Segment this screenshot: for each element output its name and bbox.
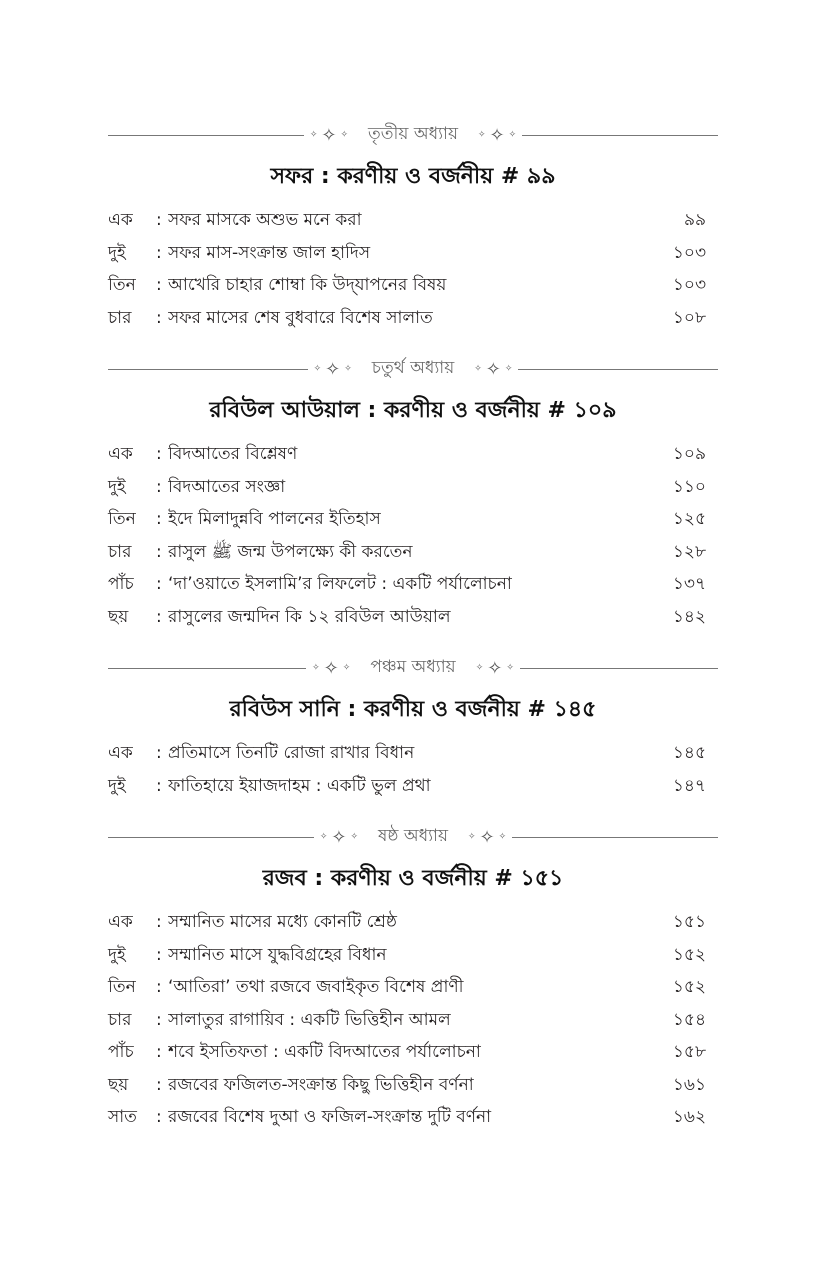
entry-page: ১৪৭ bbox=[672, 775, 706, 796]
entry-title: শবে ইসতিফতা : একটি বিদআতের পর্যালোচনা bbox=[168, 1042, 481, 1062]
toc-entry[interactable] bbox=[108, 906, 718, 939]
ornament-right-icon: ✧ ✧ ✧ bbox=[475, 657, 514, 679]
ornament-left-icon: ✧ ✧ ✧ bbox=[313, 358, 352, 380]
entry-title: সালাতুর রাগায়িব : একটি ভিত্তিহীন আমল bbox=[168, 1009, 451, 1030]
chapter-label: ষষ্ঠ অধ্যায় bbox=[378, 826, 448, 846]
toc-entry[interactable] bbox=[108, 536, 718, 569]
entry-colon: : bbox=[156, 541, 162, 562]
entry-colon: : bbox=[156, 775, 162, 796]
entry-title: রজবের ফজিলত-সংক্রান্ত কিছু ভিত্তিহীন বর্ণনা bbox=[168, 1074, 474, 1095]
entry-colon: : bbox=[156, 1042, 162, 1062]
divider-line-left bbox=[108, 369, 308, 370]
divider-line-left bbox=[108, 668, 306, 669]
toc-entry[interactable] bbox=[108, 971, 718, 1004]
toc-entry[interactable] bbox=[108, 770, 718, 803]
divider-line-left bbox=[108, 837, 314, 838]
toc-entry[interactable] bbox=[108, 1004, 718, 1037]
entry-number: দুই bbox=[108, 242, 126, 263]
chapter-heading: রজব : করণীয় ও বর্জনীয় # ১৫১ bbox=[262, 866, 564, 891]
ornament-left-icon: ✧ ✧ ✧ bbox=[312, 657, 351, 679]
ornament-right-icon: ✧ ✧ ✧ bbox=[468, 826, 507, 848]
entry-number: পাঁচ bbox=[108, 574, 134, 594]
divider-line-right bbox=[520, 668, 718, 669]
entry-colon: : bbox=[156, 444, 162, 464]
entry-number: দুই bbox=[108, 944, 126, 965]
entry-colon: : bbox=[156, 509, 162, 529]
entry-title: রাসুল ﷺ জন্ম উপলক্ষ্যে কী করতেন bbox=[168, 541, 413, 562]
entry-title: ‘দা’ওয়াতে ইসলামি’র লিফলেট : একটি পর্যালোচনা bbox=[168, 574, 512, 594]
entry-number: চার bbox=[108, 307, 132, 328]
entry-page: ১৬১ bbox=[672, 1074, 706, 1095]
entry-page: ১০৩ bbox=[672, 242, 706, 263]
entry-number: ছয় bbox=[108, 606, 129, 627]
entry-title: ইদে মিলাদুন্নবি পালনের ইতিহাস bbox=[168, 509, 381, 529]
entry-number: এক bbox=[108, 912, 133, 932]
ornament-left-icon: ✧ ✧ ✧ bbox=[319, 826, 359, 848]
entry-number: পাঁচ bbox=[108, 1042, 134, 1062]
entry-page: ১০৯ bbox=[672, 444, 706, 464]
entry-title: রজবের বিশেষ দুআ ও ফজিল-সংক্রান্ত দুটি বর্ণনা bbox=[168, 1107, 492, 1127]
entry-colon: : bbox=[156, 912, 162, 932]
divider-line-left bbox=[108, 135, 304, 136]
toc-entry[interactable] bbox=[108, 471, 718, 504]
entry-number: তিন bbox=[108, 509, 136, 529]
entry-number: চার bbox=[108, 1009, 132, 1030]
chapter-section bbox=[108, 352, 718, 633]
entry-page: ১২৮ bbox=[672, 541, 706, 562]
entry-colon: : bbox=[156, 210, 162, 230]
table-of-contents bbox=[108, 118, 718, 1134]
toc-entry[interactable] bbox=[108, 438, 718, 471]
entry-title: বিদআতের সংজ্ঞা bbox=[168, 476, 286, 497]
divider-line-right bbox=[518, 369, 718, 370]
chapter-divider bbox=[108, 352, 718, 386]
entry-number: তিন bbox=[108, 275, 136, 295]
entry-colon: : bbox=[156, 242, 162, 263]
entry-title: সম্মানিত মাসে যুদ্ধবিগ্রহের বিধান bbox=[168, 944, 387, 965]
toc-entry[interactable] bbox=[108, 939, 718, 972]
entry-title: ফাতিহায়ে ইয়াজদাহম : একটি ভুল প্রথা bbox=[168, 775, 431, 796]
chapter-section bbox=[108, 820, 718, 1134]
toc-entry[interactable] bbox=[108, 302, 718, 335]
entry-page: ১৪২ bbox=[672, 606, 706, 627]
entry-colon: : bbox=[156, 944, 162, 965]
ornament-left-icon: ✧ ✧ ✧ bbox=[309, 124, 349, 146]
toc-entry[interactable] bbox=[108, 737, 718, 770]
entry-colon: : bbox=[156, 275, 162, 295]
entry-page: ১৫৪ bbox=[672, 1009, 706, 1030]
chapter-section bbox=[108, 651, 718, 802]
toc-entry[interactable] bbox=[108, 568, 718, 601]
entry-page: ১৫৮ bbox=[672, 1042, 706, 1062]
entry-colon: : bbox=[156, 606, 162, 627]
ornament-right-icon: ✧ ✧ ✧ bbox=[474, 358, 513, 380]
toc-entry[interactable] bbox=[108, 204, 718, 237]
entry-colon: : bbox=[156, 574, 162, 594]
toc-entry[interactable] bbox=[108, 237, 718, 270]
entry-number: দুই bbox=[108, 476, 126, 497]
ornament-right-icon: ✧ ✧ ✧ bbox=[477, 124, 517, 146]
entry-number: তিন bbox=[108, 977, 136, 997]
entry-page: ১২৫ bbox=[672, 509, 706, 529]
toc-entry[interactable] bbox=[108, 1069, 718, 1102]
chapter-heading: সফর : করণীয় ও বর্জনীয় # ৯৯ bbox=[270, 164, 556, 189]
chapter-heading: রবিউস সানি : করণীয় ও বর্জনীয় # ১৪৫ bbox=[229, 697, 597, 722]
entry-colon: : bbox=[156, 977, 162, 997]
toc-entry[interactable] bbox=[108, 1036, 718, 1069]
chapter-label: চতুর্থ অধ্যায় bbox=[371, 358, 455, 378]
entry-page: ১৩৭ bbox=[672, 574, 706, 594]
entry-number: এক bbox=[108, 444, 133, 464]
chapter-divider bbox=[108, 651, 718, 685]
entry-page: ১০৮ bbox=[672, 307, 706, 328]
entry-page: ১৫২ bbox=[672, 944, 706, 965]
entry-number: দুই bbox=[108, 775, 126, 796]
toc-entry[interactable] bbox=[108, 269, 718, 302]
entry-colon: : bbox=[156, 476, 162, 497]
divider-line-right bbox=[512, 837, 718, 838]
entry-title: সফর মাস-সংক্রান্ত জাল হাদিস bbox=[168, 242, 371, 263]
entry-title: আখেরি চাহার শোম্বা কি উদ্‌যাপনের বিষয় bbox=[168, 275, 447, 295]
entry-title: ‘আতিরা’ তথা রজবে জবাইকৃত বিশেষ প্রাণী bbox=[168, 977, 464, 997]
toc-entry[interactable] bbox=[108, 503, 718, 536]
entry-number: চার bbox=[108, 541, 132, 562]
entry-number: এক bbox=[108, 743, 133, 763]
entry-page: ১৪৫ bbox=[672, 743, 706, 763]
entry-number: ছয় bbox=[108, 1074, 129, 1095]
entry-page: ১১০ bbox=[672, 476, 706, 497]
divider-line-right bbox=[522, 135, 718, 136]
entry-page: ১৬২ bbox=[672, 1107, 706, 1127]
toc-entry[interactable] bbox=[108, 601, 718, 634]
entry-number: সাত bbox=[108, 1107, 137, 1127]
entry-title: সম্মানিত মাসের মধ্যে কোনটি শ্রেষ্ঠ bbox=[168, 912, 397, 932]
entry-title: রাসুলের জন্মদিন কি ১২ রবিউল আউয়াল bbox=[168, 606, 451, 627]
entry-colon: : bbox=[156, 1009, 162, 1030]
entry-colon: : bbox=[156, 307, 162, 328]
entry-colon: : bbox=[156, 1107, 162, 1127]
entry-page: ১০৩ bbox=[672, 275, 706, 295]
chapter-label: তৃতীয় অধ্যায় bbox=[368, 124, 458, 144]
entry-title: প্রতিমাসে তিনটি রোজা রাখার বিধান bbox=[168, 743, 415, 763]
chapter-divider bbox=[108, 820, 718, 854]
chapter-heading: রবিউল আউয়াল : করণীয় ও বর্জনীয় # ১০৯ bbox=[209, 398, 617, 423]
entry-number: এক bbox=[108, 210, 133, 230]
entry-page: ৯৯ bbox=[683, 210, 706, 230]
entry-colon: : bbox=[156, 1074, 162, 1095]
entry-page: ১৫১ bbox=[672, 912, 706, 932]
chapter-label: পঞ্চম অধ্যায় bbox=[370, 657, 456, 677]
entry-page: ১৫২ bbox=[672, 977, 706, 997]
entry-colon: : bbox=[156, 743, 162, 763]
entry-title: বিদআতের বিশ্লেষণ bbox=[168, 444, 298, 464]
entry-title: সফর মাসের শেষ বুধবারে বিশেষ সালাত bbox=[168, 307, 433, 328]
chapter-divider bbox=[108, 118, 718, 152]
entry-title: সফর মাসকে অশুভ মনে করা bbox=[168, 210, 362, 230]
toc-entry[interactable] bbox=[108, 1101, 718, 1134]
chapter-section bbox=[108, 118, 718, 334]
